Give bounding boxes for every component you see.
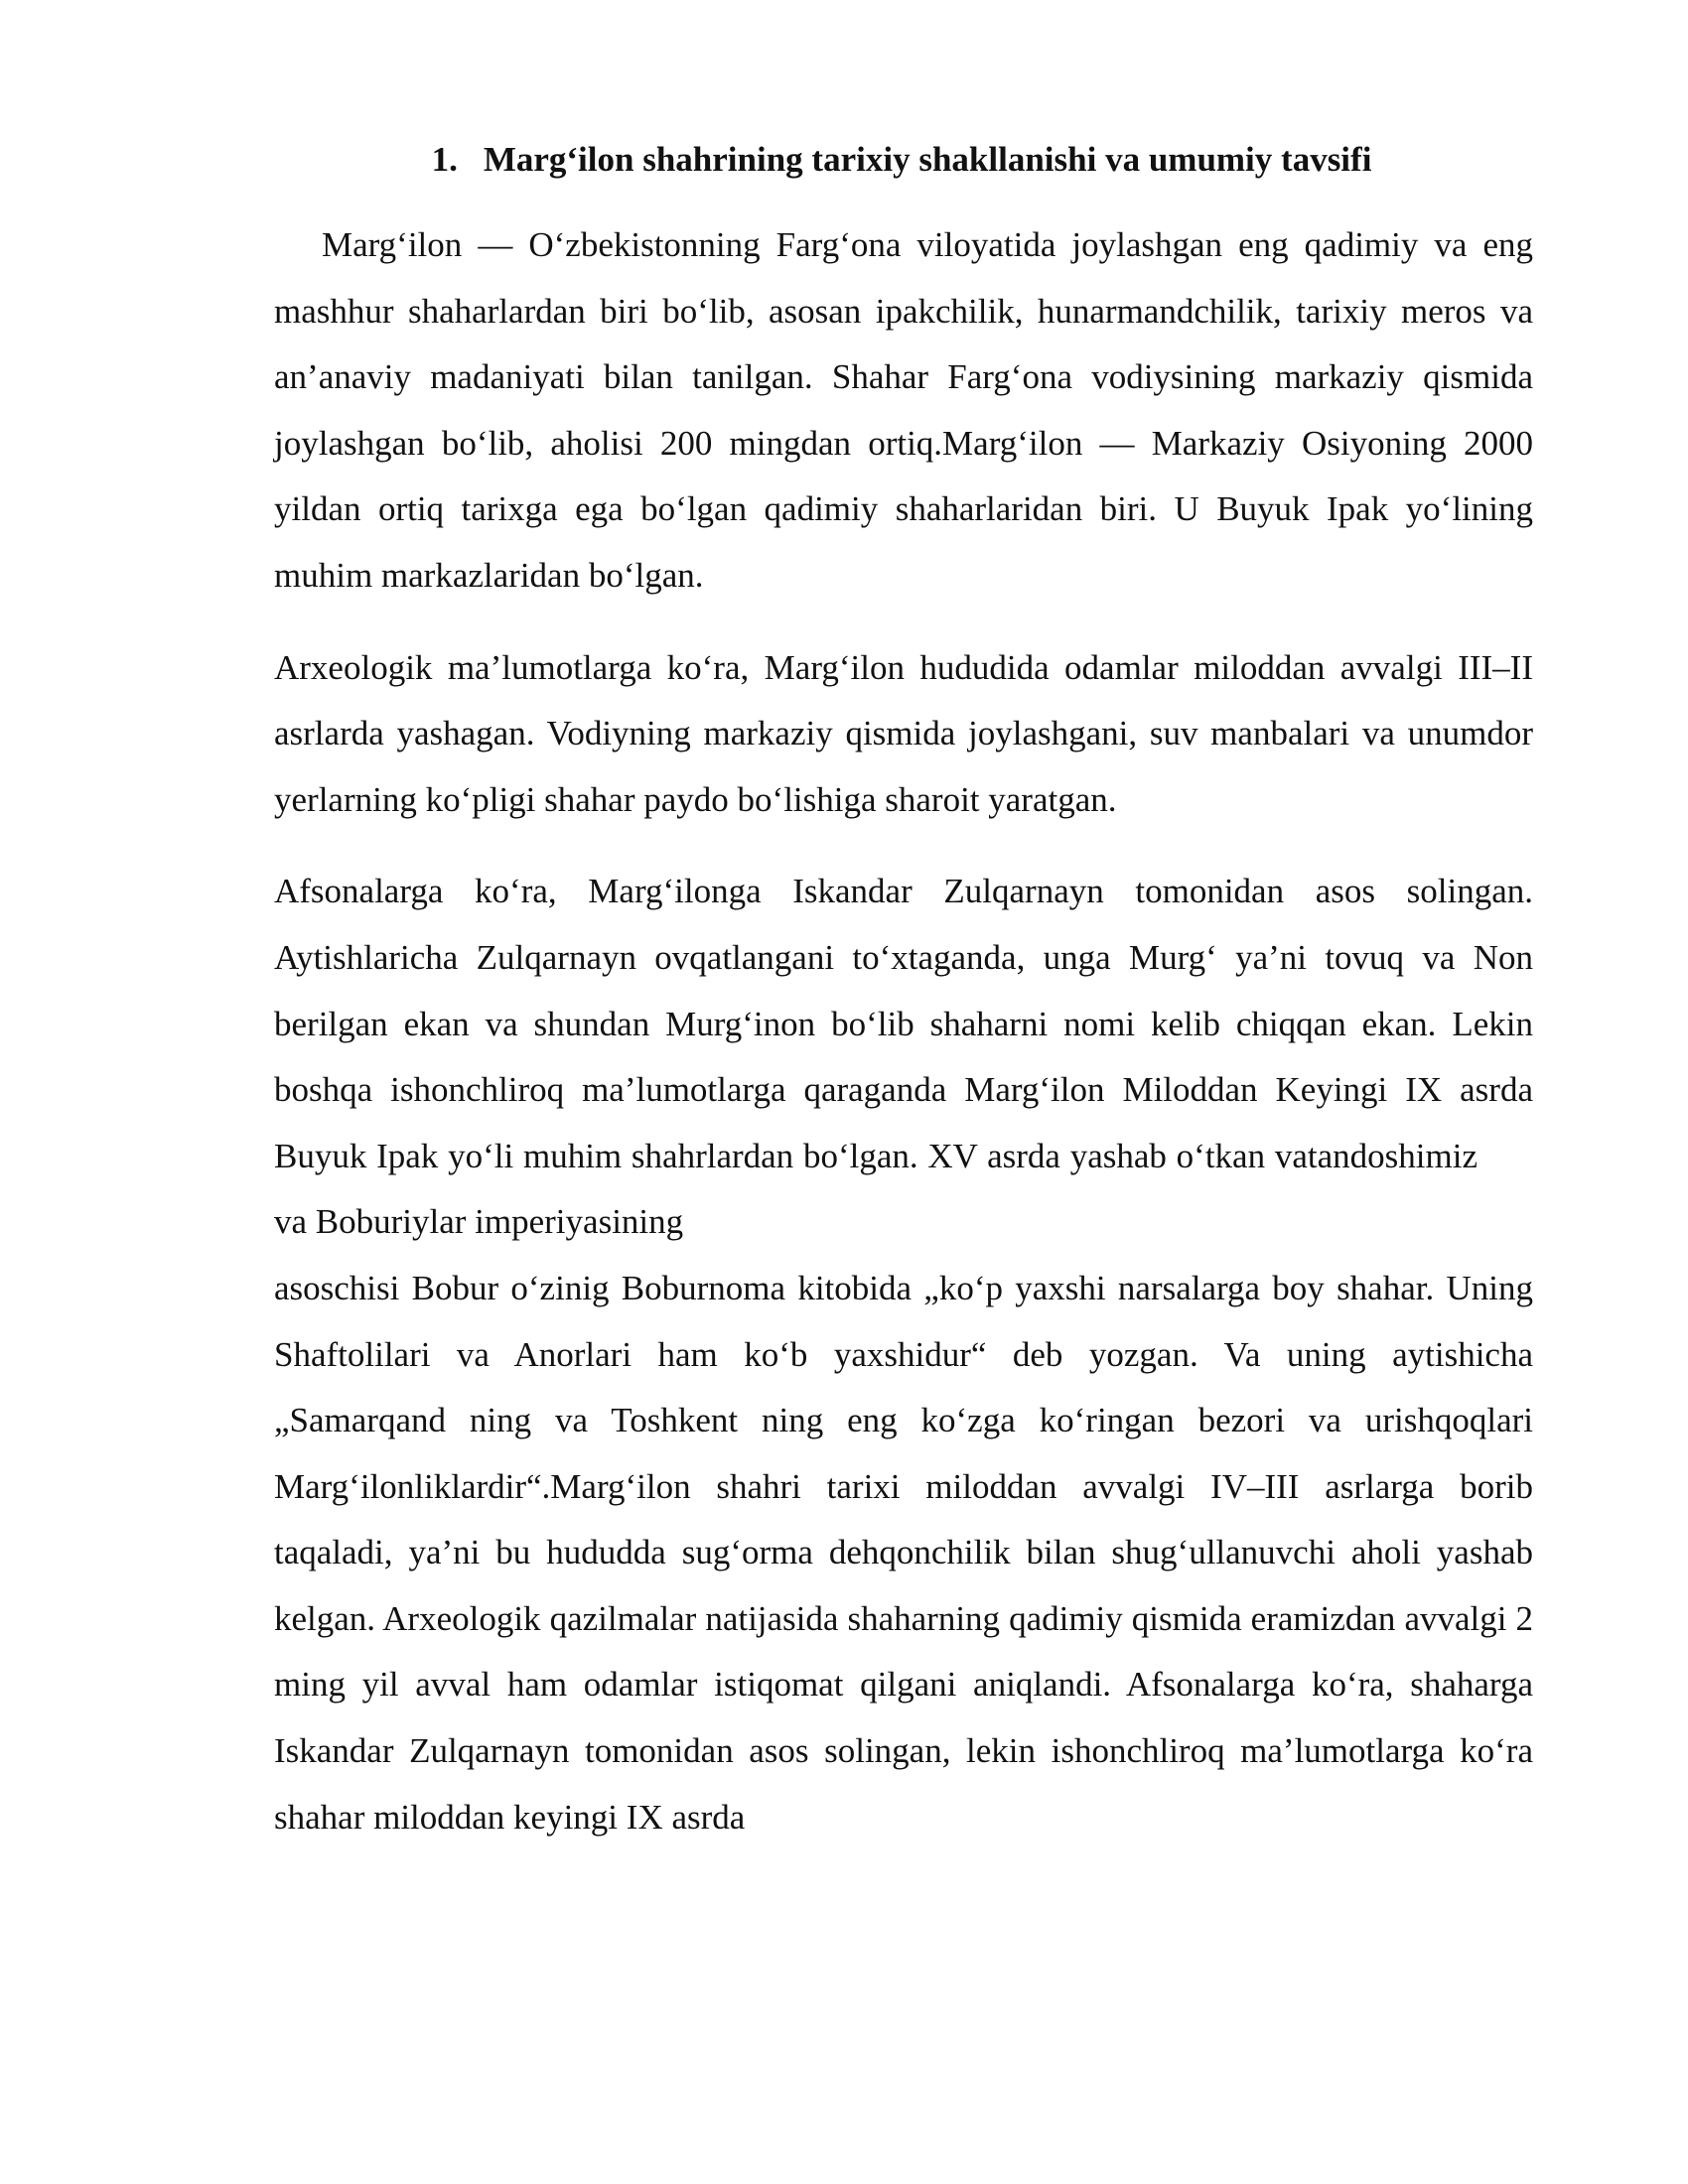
section-title: Marg‘ilon shahrining tarixiy shakllanishi va umumiy tavsifi: [483, 140, 1372, 179]
paragraph-babur: asoschisi Bobur o‘zinig Boburnoma kitobida „ko‘p yaxshi narsalarga boy shahar. Uning Shaftolilari va Anorlari ham ko‘b yaxshidur“ deb yozgan. Va uning aytishicha „Samarqand ning va Toshkent ning eng ko‘zga ko‘ringan bezori va urishqoqlari Marg‘ilonliklardir“.Marg‘ilon shahri tarixi miloddan avvalgi IV–III asrlarga borib taqaladi, ya’ni bu hududda sug‘orma dehqonchilik bilan shug‘ullanuvchi aholi yashab kelgan. Arxeologik qazilmalar natijasida shaharning qadimiy qismida eramizdan avvalgi 2 ming yil avval ham odamlar istiqomat qilgani aniqlandi. Afsonalarga ko‘ra, shaharga Iskandar Zulqarnayn tomonidan asos solingan, lekin ishonchliroq ma’lumotlarga ko‘ra shahar miloddan keyingi IX asrda: [274, 1268, 1533, 1837]
paragraph-legend: [274, 859, 1533, 1256]
paragraph-archaeology: Arxeologik ma’lumotlarga ko‘ra, Marg‘ilon hududida odamlar miloddan avvalgi III–II asrlarda yashagan. Vodiyning markaziy qismida joylashgani, suv manbalari va unumdor yerlarning ko‘pligi shahar paydo bo‘lishiga sharoit yaratgan.: [274, 647, 1533, 819]
paragraph-intro: Marg‘ilon — O‘zbekistonning Farg‘ona viloyatida joylashgan eng qadimiy va eng mashhur shaharlardan biri bo‘lib, asosan ipakchilik, hunarmandchilik, tarixiy meros va an’anaviy madaniyati bilan tanilgan. Shahar Farg‘ona vodiysining markaziy qismida joylashgan bo‘lib, aholisi 200 mingdan ortiq.Marg‘ilon — Markaziy Osiyoning 2000 yildan ortiq tarixga ega bo‘lgan qadimiy shaharlaridan biri. U Buyuk Ipak yo‘lining muhim markazlaridan bo‘lgan.: [274, 225, 1533, 595]
paragraph-legend-tail: va Boburiylar imperiyasining: [274, 1202, 684, 1242]
section-number: 1.: [431, 140, 458, 179]
document-page: [274, 131, 1533, 1850]
section-heading: [274, 131, 1533, 189]
paragraph-legend-text: Afsonalarga ko‘ra, Marg‘ilonga Iskandar Zulqarnayn tomonidan asos solingan. Aytishlaricha Zulqarnayn ovqatlangani to‘xtaganda, unga Murg‘ ya’ni tovuq va Non berilgan ekan va shundan Murg‘inon bo‘lib shaharni nomi kelib chiqqan ekan. Lekin boshqa ishonchliroq ma’lumotlarga qaraganda Marg‘ilon Miloddan Keyingi IX asrda Buyuk Ipak yo‘li muhim shahrlardan bo‘lgan. XV asrda yashab o‘tkan vatandoshimiz: [274, 872, 1533, 1175]
